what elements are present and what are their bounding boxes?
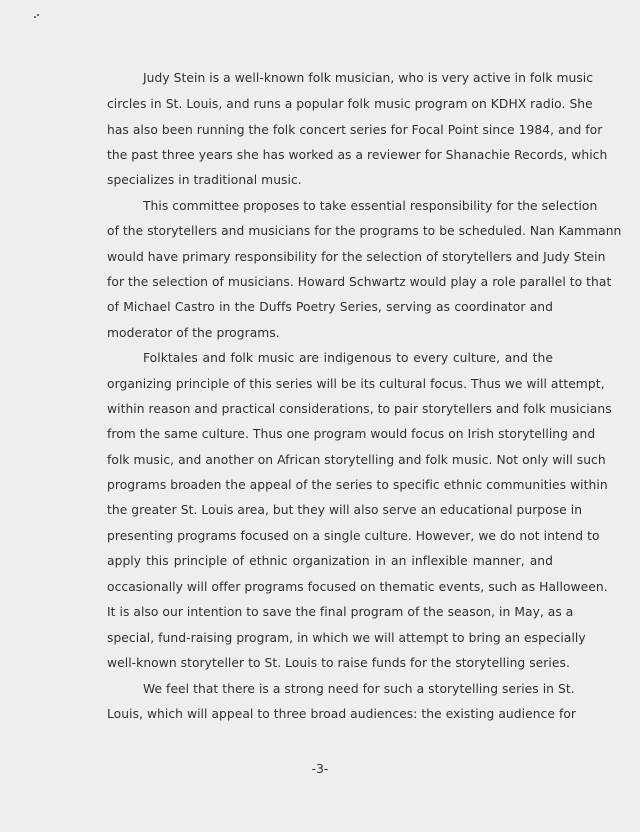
text-line: well-known storyteller to St. Louis to raise funds for the storytelling series. <box>107 656 570 670</box>
page-number: -3- <box>311 762 329 776</box>
text-line: of the storytellers and musicians for the programs to be scheduled. Nan Kammann <box>107 224 622 238</box>
text-line: special, fund-raising program, in which we will attempt to bring an especially <box>107 631 586 645</box>
text-line: would have primary responsibility for the selection of storytellers and Judy Stein <box>107 250 606 264</box>
text-line: has also been running the folk concert series for Focal Point since 1984, and for <box>107 123 603 137</box>
text-line: apply this principle of ethnic organization in an inflexible manner, and <box>107 554 553 568</box>
text-line: It is also our intention to save the final program of the season, in May, as a <box>107 605 574 619</box>
text-line: moderator of the programs. <box>107 326 280 340</box>
text-line: This committee proposes to take essential responsibility for the selection <box>143 199 598 213</box>
paper-speck <box>34 14 38 18</box>
text-line: occasionally will offer programs focused on thematic events, such as Halloween. <box>107 580 608 594</box>
text-line: circles in St. Louis, and runs a popular folk music program on KDHX radio. She <box>107 97 593 111</box>
text-line: We feel that there is a strong need for such a storytelling series in St. <box>143 682 575 696</box>
text-line: for the selection of musicians. Howard Schwartz would play a role parallel to that <box>107 275 612 289</box>
text-line: presenting programs focused on a single culture. However, we do not intend to <box>107 529 600 543</box>
text-line: Judy Stein is a well-known folk musician, who is very active in folk music <box>143 71 594 85</box>
text-line: from the same culture. Thus one program would focus on Irish storytelling and <box>107 427 596 441</box>
text-line: within reason and practical considerations, to pair storytellers and folk musicians <box>107 402 612 416</box>
text-line: Louis, which will appeal to three broad audiences: the existing audience for <box>107 707 577 721</box>
text-line: of Michael Castro in the Duffs Poetry Series, serving as coordinator and <box>107 300 553 314</box>
text-line: Folktales and folk music are indigenous to every culture, and the <box>143 351 553 365</box>
text-line: the greater St. Louis area, but they will also serve an educational purpose in <box>107 503 583 517</box>
text-line: programs broaden the appeal of the series to specific ethnic communities within <box>107 478 608 492</box>
text-line: specializes in traditional music. <box>107 173 302 187</box>
text-line: folk music, and another on African storytelling and folk music. Not only will such <box>107 453 606 467</box>
text-line: organizing principle of this series will be its cultural focus. Thus we will attempt, <box>107 377 605 391</box>
text-line: the past three years she has worked as a reviewer for Shanachie Records, which <box>107 148 608 162</box>
